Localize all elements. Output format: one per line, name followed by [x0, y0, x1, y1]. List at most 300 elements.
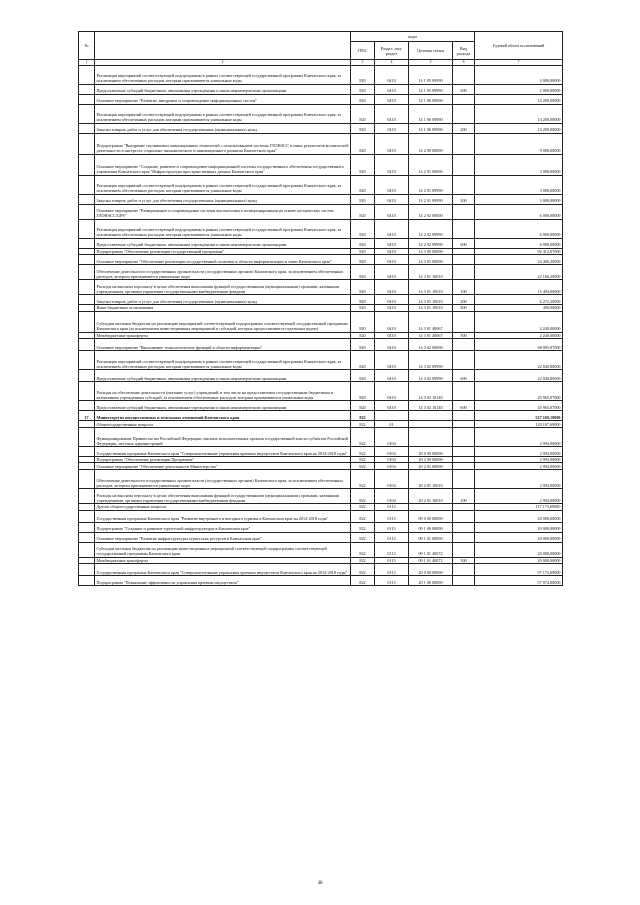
- table-row: [79, 401, 563, 411]
- row-name-cell: Субсидии местным бюджетам на реализацию мероприятий соответствующей подпрограммы соответствующей государственной программы Камчатского края (за исключением инвестиционных мероприятий и субсидий, которые предоставляются отдельным кодом): [95, 311, 351, 332]
- row-target-item-cell: 20 0 00 00000: [409, 446, 453, 456]
- row-target-item-cell: 14 3 02 09990: [409, 370, 453, 382]
- row-section-cell: 0410: [375, 339, 409, 351]
- row-target-item-cell: 14 1 05 09990: [409, 84, 453, 94]
- row-grbs-cell: 822: [351, 542, 375, 557]
- row-grbs-cell: 820: [351, 219, 375, 238]
- table-row: [79, 295, 563, 305]
- row-expense-type-cell: 100: [453, 489, 475, 504]
- column-number: 2: [95, 60, 351, 66]
- row-number-cell: [79, 427, 95, 446]
- row-amount-cell: 20 000,00000: [475, 542, 563, 557]
- row-grbs-cell: 822: [351, 564, 375, 576]
- row-grbs-cell: 820: [351, 401, 375, 411]
- row-target-item-cell: 09 1 01 00000: [409, 532, 453, 542]
- row-name-cell: Основное мероприятие "Выполнение технологических функций в области информатизации": [95, 339, 351, 351]
- row-expense-type-cell: [453, 265, 475, 280]
- row-amount-cell: 20 000,00000: [475, 510, 563, 522]
- row-target-item-cell: 14 2 01 09990: [409, 175, 453, 194]
- row-section-cell: 0113: [375, 557, 409, 564]
- row-section-cell: 0104: [375, 446, 409, 456]
- row-grbs-cell: 820: [351, 123, 375, 133]
- table-row: [79, 370, 563, 382]
- row-amount-cell: 527 169,19000: [475, 411, 563, 421]
- row-grbs-cell: 822: [351, 557, 375, 564]
- row-number-cell: [79, 255, 95, 265]
- row-name-cell: Иные бюджетные ассигнования: [95, 305, 351, 312]
- table-row: [79, 94, 563, 104]
- row-expense-type-cell: [453, 94, 475, 104]
- row-grbs-cell: 822: [351, 421, 375, 428]
- row-number-cell: [79, 175, 95, 194]
- table-row: [79, 522, 563, 532]
- row-amount-cell: 6 000,00000: [475, 219, 563, 238]
- row-number-cell: [79, 305, 95, 312]
- table-row: [79, 339, 563, 351]
- row-section-cell: 0410: [375, 305, 409, 312]
- row-expense-type-cell: 500: [453, 557, 475, 564]
- row-target-item-cell: 14 3 00 00000: [409, 248, 453, 255]
- row-grbs-cell: 820: [351, 104, 375, 123]
- row-target-item-cell: [409, 421, 453, 428]
- row-expense-type-cell: [453, 504, 475, 511]
- row-name-cell: Реализация мероприятий соответствующей подпрограммы в рамках соответствующей государственной программы Камчатского края, за исключением обеспеченных расходов, которым присваиваются уникальные коды: [95, 219, 351, 238]
- budget-table-page: [78, 31, 562, 586]
- row-expense-type-cell: [453, 510, 475, 522]
- row-target-item-cell: 14 3 01 10010: [409, 265, 453, 280]
- row-section-cell: 0410: [375, 295, 409, 305]
- row-expense-type-cell: [453, 411, 475, 421]
- row-grbs-cell: 820: [351, 295, 375, 305]
- row-target-item-cell: 14 1 06 09990: [409, 123, 453, 133]
- row-grbs-cell: 822: [351, 504, 375, 511]
- row-expense-type-cell: [453, 204, 475, 219]
- row-target-item-cell: 14 3 02 09990: [409, 351, 453, 370]
- row-amount-cell: 2 000,00000: [475, 84, 563, 94]
- row-expense-type-cell: [453, 248, 475, 255]
- row-name-cell: Закупка товаров, работ и услуг для обеспечения государственных (муниципальных) нужд: [95, 123, 351, 133]
- row-amount-cell: 3 000,00000: [475, 175, 563, 194]
- header-name: [95, 32, 351, 60]
- row-name-cell: Межбюджетные трансферты: [95, 557, 351, 564]
- header-grbs: ГРБС: [351, 42, 375, 60]
- row-name-cell: Расходы на выплаты персоналу в целях обеспечения выполнения функций государственными (муниципальными) органами, казенными учреждениями, органами управления государственными внебюджетными фондами: [95, 280, 351, 295]
- row-expense-type-cell: 600: [453, 84, 475, 94]
- row-number-cell: [79, 470, 95, 489]
- row-name-cell: Реализация мероприятий соответствующей подпрограммы в рамках соответствующей государственной программы Камчатского края, за исключением обеспеченных расходов, которым присваиваются уникальные коды: [95, 351, 351, 370]
- table-row: [79, 332, 563, 339]
- row-number-cell: [79, 401, 95, 411]
- row-amount-cell: 37 074,00000: [475, 576, 563, 586]
- row-number-cell: [79, 504, 95, 511]
- row-expense-type-cell: 600: [453, 401, 475, 411]
- table-row: [79, 532, 563, 542]
- row-grbs-cell: 820: [351, 370, 375, 382]
- row-section-cell: [375, 411, 409, 421]
- row-expense-type-cell: [453, 219, 475, 238]
- row-grbs-cell: 822: [351, 489, 375, 504]
- row-number-cell: [79, 248, 95, 255]
- row-name-cell: Министерство имущественных и земельных отношений Камчатского края: [95, 411, 351, 421]
- row-grbs-cell: 820: [351, 65, 375, 84]
- row-expense-type-cell: [453, 522, 475, 532]
- row-grbs-cell: 820: [351, 265, 375, 280]
- row-amount-cell: 68 005,87000: [475, 339, 563, 351]
- table-row: [79, 238, 563, 248]
- row-amount-cell: 2 994,00000: [475, 446, 563, 456]
- row-expense-type-cell: 500: [453, 332, 475, 339]
- table-row: [79, 280, 563, 295]
- row-section-cell: 0410: [375, 194, 409, 204]
- row-grbs-cell: 820: [351, 311, 375, 332]
- row-number-cell: [79, 351, 95, 370]
- header-expense-type: Вид расхода: [453, 42, 475, 60]
- row-amount-cell: 45 965,07000: [475, 382, 563, 401]
- row-target-item-cell: 14 2 01 09990: [409, 194, 453, 204]
- row-target-item-cell: 09 0 00 00000: [409, 510, 453, 522]
- table-row: [79, 463, 563, 470]
- row-section-cell: 0113: [375, 542, 409, 557]
- row-target-item-cell: 14 3 01 40067: [409, 311, 453, 332]
- row-amount-cell: 14 200,00000: [475, 104, 563, 123]
- row-grbs-cell: 822: [351, 470, 375, 489]
- row-grbs-cell: 820: [351, 238, 375, 248]
- row-amount-cell: 45 965,07000: [475, 401, 563, 411]
- row-target-item-cell: 14 3 02 00000: [409, 339, 453, 351]
- row-target-item-cell: 14 3 01 40067: [409, 332, 453, 339]
- row-grbs-cell: 820: [351, 255, 375, 265]
- row-number-cell: [79, 204, 95, 219]
- row-name-cell: Предоставление субсидий бюджетным, автономным учреждениям и иным некоммерческим организациям: [95, 401, 351, 411]
- row-expense-type-cell: 200: [453, 123, 475, 133]
- row-grbs-cell: 822: [351, 463, 375, 470]
- row-section-cell: 0104: [375, 470, 409, 489]
- row-expense-type-cell: 100: [453, 280, 475, 295]
- row-name-cell: Государственная программа Камчатского края "Развитие внутреннего и въездного туризма в Камчатском крае на 2014-2018 годы": [95, 510, 351, 522]
- column-number: 4: [375, 60, 409, 66]
- row-section-cell: 0113: [375, 504, 409, 511]
- row-name-cell: Основное мероприятие "Развертывание и сопровождение системы высокоточного позиционирования на основе космических систем ГЛОНАСС/GPS": [95, 204, 351, 219]
- row-target-item-cell: 14 3 02 10140: [409, 382, 453, 401]
- row-number-cell: [79, 332, 95, 339]
- row-name-cell: Общегосударственные вопросы: [95, 421, 351, 428]
- row-number-cell: [79, 370, 95, 382]
- row-grbs-cell: 822: [351, 456, 375, 463]
- table-row: [79, 248, 563, 255]
- row-expense-type-cell: 200: [453, 295, 475, 305]
- row-name-cell: Государственная программа Камчатского края "Совершенствование управления краевым имуществом Камчатского края на 2014-2018 годы": [95, 564, 351, 576]
- row-section-cell: 0410: [375, 332, 409, 339]
- row-section-cell: 01: [375, 421, 409, 428]
- table-row: [79, 557, 563, 564]
- row-name-cell: Основное мероприятие "Развитие, внедрение и сопровождение информационных систем": [95, 94, 351, 104]
- column-number: 1: [79, 60, 95, 66]
- table-row: [79, 411, 563, 421]
- row-target-item-cell: 20 1 00 00000: [409, 576, 453, 586]
- row-section-cell: 0113: [375, 522, 409, 532]
- row-grbs-cell: 822: [351, 411, 375, 421]
- row-target-item-cell: 14 2 01 00000: [409, 154, 453, 175]
- budget-allocation-table: [78, 31, 563, 586]
- row-expense-type-cell: [453, 255, 475, 265]
- row-section-cell: 0113: [375, 576, 409, 586]
- row-grbs-cell: 820: [351, 133, 375, 154]
- row-amount-cell: 15 494,00000: [475, 280, 563, 295]
- row-amount-cell: 2 240,00000: [475, 311, 563, 332]
- row-number-cell: [79, 65, 95, 84]
- table-row: [79, 219, 563, 238]
- row-name-cell: Основное мероприятие "Обеспечение реализации государственной политики в области информатизации и связи Камчатского края": [95, 255, 351, 265]
- row-name-cell: Обеспечение деятельности государственных органов власти (государственных органов) Камчатского края, за исключением обеспеченных расходов, которым присваиваются уникальные коды: [95, 470, 351, 489]
- row-grbs-cell: 822: [351, 446, 375, 456]
- row-section-cell: 0410: [375, 382, 409, 401]
- row-grbs-cell: 820: [351, 332, 375, 339]
- row-section-cell: 0104: [375, 427, 409, 446]
- row-section-cell: 0410: [375, 370, 409, 382]
- row-section-cell: 0104: [375, 489, 409, 504]
- row-target-item-cell: 14 2 02 00000: [409, 204, 453, 219]
- row-number-cell: [79, 238, 95, 248]
- row-name-cell: Подпрограмма "Обеспечение реализации государственной программы": [95, 248, 351, 255]
- row-name-cell: Функционирование Правительства Российской Федерации, высших исполнительных органов государственной власти субъектов Российской Федерации, местных администраций: [95, 427, 351, 446]
- row-target-item-cell: 14 1 06 09990: [409, 104, 453, 123]
- row-section-cell: 0410: [375, 94, 409, 104]
- row-amount-cell: 6 000,00000: [475, 204, 563, 219]
- header-target-item: Целевая статья: [409, 42, 453, 60]
- row-expense-type-cell: [453, 463, 475, 470]
- row-number-cell: 17: [79, 411, 95, 421]
- row-expense-type-cell: [453, 576, 475, 586]
- row-expense-type-cell: 600: [453, 370, 475, 382]
- row-number-cell: [79, 339, 95, 351]
- row-target-item-cell: 14 3 01 10010: [409, 280, 453, 295]
- row-number-cell: [79, 576, 95, 586]
- column-number: 6: [453, 60, 475, 66]
- row-amount-cell: 20 000,00000: [475, 522, 563, 532]
- row-section-cell: 0410: [375, 238, 409, 248]
- column-number: 7: [475, 60, 563, 66]
- row-target-item-cell: 14 1 06 00000: [409, 94, 453, 104]
- row-amount-cell: 20 000,00000: [475, 532, 563, 542]
- row-name-cell: Реализация мероприятий соответствующей подпрограммы в рамках соответствующей государственной программы Камчатского края, за исключением обеспеченных расходов, которым присваиваются уникальные коды: [95, 104, 351, 123]
- column-number: 3: [351, 60, 375, 66]
- row-name-cell: Обеспечение деятельности государственных органов власти (государственных органов) Камчатского края, за исключением обеспеченных расходов, которым присваиваются уникальные коды: [95, 265, 351, 280]
- row-expense-type-cell: [453, 532, 475, 542]
- row-number-cell: [79, 446, 95, 456]
- row-target-item-cell: 14 3 01 10010: [409, 305, 453, 312]
- row-amount-cell: 22 040,80000: [475, 351, 563, 370]
- table-row: [79, 265, 563, 280]
- row-target-item-cell: 20 2 01 10010: [409, 470, 453, 489]
- table-row: [79, 311, 563, 332]
- row-target-item-cell: 09 1 01 40072: [409, 542, 453, 557]
- table-row: [79, 123, 563, 133]
- row-name-cell: Субсидии местным бюджетам на реализацию инвестиционных мероприятий соответствующей подпрограммы соответствующей государственной программы Камчатского края: [95, 542, 351, 557]
- row-grbs-cell: 820: [351, 339, 375, 351]
- table-row: [79, 255, 563, 265]
- row-expense-type-cell: [453, 339, 475, 351]
- table-row: [79, 175, 563, 194]
- row-target-item-cell: 14 2 02 09990: [409, 238, 453, 248]
- row-grbs-cell: 820: [351, 351, 375, 370]
- table-row: [79, 470, 563, 489]
- table-row: [79, 421, 563, 428]
- row-grbs-cell: 820: [351, 194, 375, 204]
- row-amount-cell: 2 994,00000: [475, 456, 563, 463]
- row-expense-type-cell: 200: [453, 194, 475, 204]
- row-name-cell: Расходы на выплаты персоналу в целях обеспечения выполнения функций государственными (муниципальными) органами, казенными учреждениями, органами управления государственными внебюджетными фондами: [95, 489, 351, 504]
- row-grbs-cell: 822: [351, 510, 375, 522]
- row-target-item-cell: 20 2 01 10010: [409, 489, 453, 504]
- row-number-cell: [79, 265, 95, 280]
- row-section-cell: 0410: [375, 154, 409, 175]
- header-annual-volume: Годовой объем ассигнований: [475, 32, 563, 60]
- row-name-cell: Предоставление субсидий бюджетным, автономным учреждениям и иным некоммерческим организациям: [95, 238, 351, 248]
- column-number: 5: [409, 60, 453, 66]
- row-expense-type-cell: [453, 351, 475, 370]
- row-target-item-cell: 14 3 02 10140: [409, 401, 453, 411]
- row-amount-cell: 117 173,69000: [475, 504, 563, 511]
- row-number-cell: [79, 280, 95, 295]
- header-number: №: [79, 32, 95, 60]
- table-row: [79, 305, 563, 312]
- row-amount-cell: 6 000,00000: [475, 238, 563, 248]
- table-row: [79, 133, 563, 154]
- row-number-cell: [79, 311, 95, 332]
- row-expense-type-cell: [453, 154, 475, 175]
- row-amount-cell: 22 166,20000: [475, 265, 563, 280]
- row-amount-cell: 14 200,00000: [475, 123, 563, 133]
- row-section-cell: 0410: [375, 219, 409, 238]
- row-number-cell: [79, 522, 95, 532]
- row-name-cell: Подпрограмма "Создание и развитие туристской инфраструктуры в Камчатском крае": [95, 522, 351, 532]
- row-name-cell: Реализация мероприятий соответствующей подпрограммы в рамках соответствующей государственной программы Камчатского края, за исключением обеспеченных расходов, которым присваиваются уникальные коды: [95, 65, 351, 84]
- table-row: [79, 576, 563, 586]
- table-row: [79, 382, 563, 401]
- row-expense-type-cell: [453, 446, 475, 456]
- row-amount-cell: 2 240,00000: [475, 332, 563, 339]
- row-grbs-cell: 820: [351, 175, 375, 194]
- table-row: [79, 154, 563, 175]
- row-number-cell: [79, 489, 95, 504]
- row-section-cell: 0104: [375, 456, 409, 463]
- row-amount-cell: 2 994,00000: [475, 427, 563, 446]
- row-number-cell: [79, 382, 95, 401]
- row-name-cell: Основное мероприятие "Создание, развитие и сопровождение информационной системы государственного обеспечения государственного управления Камчатского края "Инфраструктура пространственных данных Камчатского края": [95, 154, 351, 175]
- row-name-cell: Межбюджетные трансферты: [95, 332, 351, 339]
- row-number-cell: [79, 133, 95, 154]
- header-codes: коды: [351, 32, 475, 42]
- row-expense-type-cell: [453, 175, 475, 194]
- row-target-item-cell: 09 1 00 00000: [409, 522, 453, 532]
- row-grbs-cell: 820: [351, 84, 375, 94]
- row-grbs-cell: 820: [351, 154, 375, 175]
- row-expense-type-cell: [453, 470, 475, 489]
- header-section: Раздел, под-раздел: [375, 42, 409, 60]
- table-row: [79, 510, 563, 522]
- row-name-cell: Реализация мероприятий соответствующей подпрограммы в рамках соответствующей государственной программы Камчатского края, за исключением обеспеченных расходов, которым присваиваются уникальные коды: [95, 175, 351, 194]
- row-amount-cell: 22 040,80000: [475, 370, 563, 382]
- table-row: [79, 65, 563, 84]
- table-row: [79, 456, 563, 463]
- row-number-cell: [79, 532, 95, 542]
- row-expense-type-cell: [453, 564, 475, 576]
- row-amount-cell: 20 000,00000: [475, 557, 563, 564]
- row-number-cell: [79, 510, 95, 522]
- row-expense-type-cell: [453, 542, 475, 557]
- row-grbs-cell: 820: [351, 248, 375, 255]
- row-section-cell: 0410: [375, 204, 409, 219]
- row-amount-cell: 3 000,00000: [475, 194, 563, 204]
- row-section-cell: 0113: [375, 564, 409, 576]
- row-section-cell: 0410: [375, 311, 409, 332]
- table-row: [79, 489, 563, 504]
- row-grbs-cell: 820: [351, 382, 375, 401]
- row-amount-cell: 97 173,69000: [475, 564, 563, 576]
- row-amount-cell: 2 994,00000: [475, 470, 563, 489]
- row-section-cell: 0410: [375, 255, 409, 265]
- row-name-cell: Закупка товаров, работ и услуг для обеспечения государственных (муниципальных) нужд: [95, 194, 351, 204]
- row-section-cell: 0113: [375, 510, 409, 522]
- page-number: 48: [317, 881, 323, 886]
- row-expense-type-cell: [453, 133, 475, 154]
- table-row: [79, 194, 563, 204]
- table-row: [79, 84, 563, 94]
- row-expense-type-cell: [453, 65, 475, 84]
- row-expense-type-cell: [453, 421, 475, 428]
- row-grbs-cell: 820: [351, 204, 375, 219]
- row-target-item-cell: 14 1 05 09990: [409, 65, 453, 84]
- row-section-cell: 0410: [375, 351, 409, 370]
- row-grbs-cell: 820: [351, 280, 375, 295]
- row-section-cell: 0410: [375, 84, 409, 94]
- row-section-cell: 0104: [375, 463, 409, 470]
- row-target-item-cell: 14 2 00 00000: [409, 133, 453, 154]
- row-expense-type-cell: [453, 104, 475, 123]
- row-name-cell: Основное мероприятие "Обеспечение деятельности Министерства": [95, 463, 351, 470]
- row-section-cell: 0410: [375, 175, 409, 194]
- row-number-cell: [79, 542, 95, 557]
- row-section-cell: 0410: [375, 65, 409, 84]
- row-amount-cell: 3 000,00000: [475, 154, 563, 175]
- row-amount-cell: 120 167,69000: [475, 421, 563, 428]
- row-expense-type-cell: [453, 311, 475, 332]
- row-number-cell: [79, 154, 95, 175]
- row-number-cell: [79, 421, 95, 428]
- table-row: [79, 564, 563, 576]
- row-expense-type-cell: 800: [453, 305, 475, 312]
- row-number-cell: [79, 94, 95, 104]
- row-number-cell: [79, 194, 95, 204]
- row-name-cell: Предоставление субсидий бюджетным, автономным учреждениям и иным некоммерческим организациям: [95, 84, 351, 94]
- row-name-cell: Закупка товаров, работ и услуг для обеспечения государственных (муниципальных) нужд: [95, 295, 351, 305]
- row-section-cell: 0410: [375, 265, 409, 280]
- row-target-item-cell: [409, 411, 453, 421]
- table-row: [79, 446, 563, 456]
- row-grbs-cell: 822: [351, 427, 375, 446]
- row-target-item-cell: 14 3 01 10010: [409, 295, 453, 305]
- row-number-cell: [79, 557, 95, 564]
- row-number-cell: [79, 219, 95, 238]
- row-grbs-cell: 820: [351, 94, 375, 104]
- row-section-cell: 0410: [375, 133, 409, 154]
- row-section-cell: 0113: [375, 532, 409, 542]
- row-amount-cell: 9 000,00000: [475, 133, 563, 154]
- row-amount-cell: 2 994,00000: [475, 489, 563, 504]
- table-row: [79, 204, 563, 219]
- row-grbs-cell: 822: [351, 576, 375, 586]
- row-number-cell: [79, 456, 95, 463]
